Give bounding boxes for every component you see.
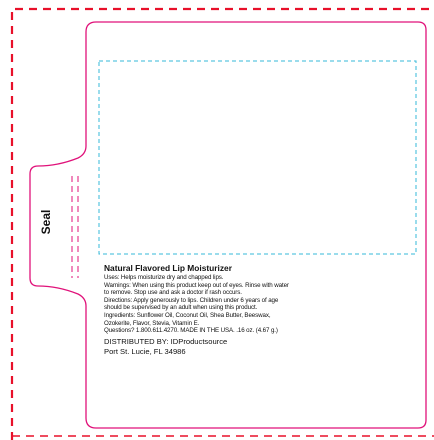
product-title: Natural Flavored Lip Moisturizer <box>104 263 232 273</box>
distributor-address: Port St. Lucie, FL 34986 <box>104 346 186 356</box>
ingredients-line-cont: Ozokerite, Flavor, Stevia, Vitamin E. <box>104 319 200 327</box>
warnings-line: Warnings: When using this product keep out of eyes. Rinse with water <box>104 281 289 289</box>
bleed-border <box>12 9 434 440</box>
directions-line-cont: should be supervised by an adult when using this product. <box>104 304 258 312</box>
trim-outline <box>30 22 426 428</box>
directions-line: Directions: Apply generously to lips. Children under 6 years of age <box>104 296 279 304</box>
questions-line: Questions? 1.800.611.4270. MADE IN THE USA. .16 oz. (4.67 g.) <box>104 327 278 335</box>
seal-label: Seal <box>39 209 53 235</box>
warnings-line-cont: to remove. Stop use and ask a doctor if rash occurs. <box>104 289 242 297</box>
safe-area <box>99 61 416 254</box>
label-copy <box>104 263 416 357</box>
uses-line: Uses: Helps moisturize dry and chapped lips. <box>104 274 224 281</box>
ingredients-line: Ingredients: Sunflower Oil, Coconut Oil, Shea Butter, Beeswax, <box>104 311 271 319</box>
distributor-line: DISTRIBUTED BY: IDProductsource <box>104 336 228 346</box>
